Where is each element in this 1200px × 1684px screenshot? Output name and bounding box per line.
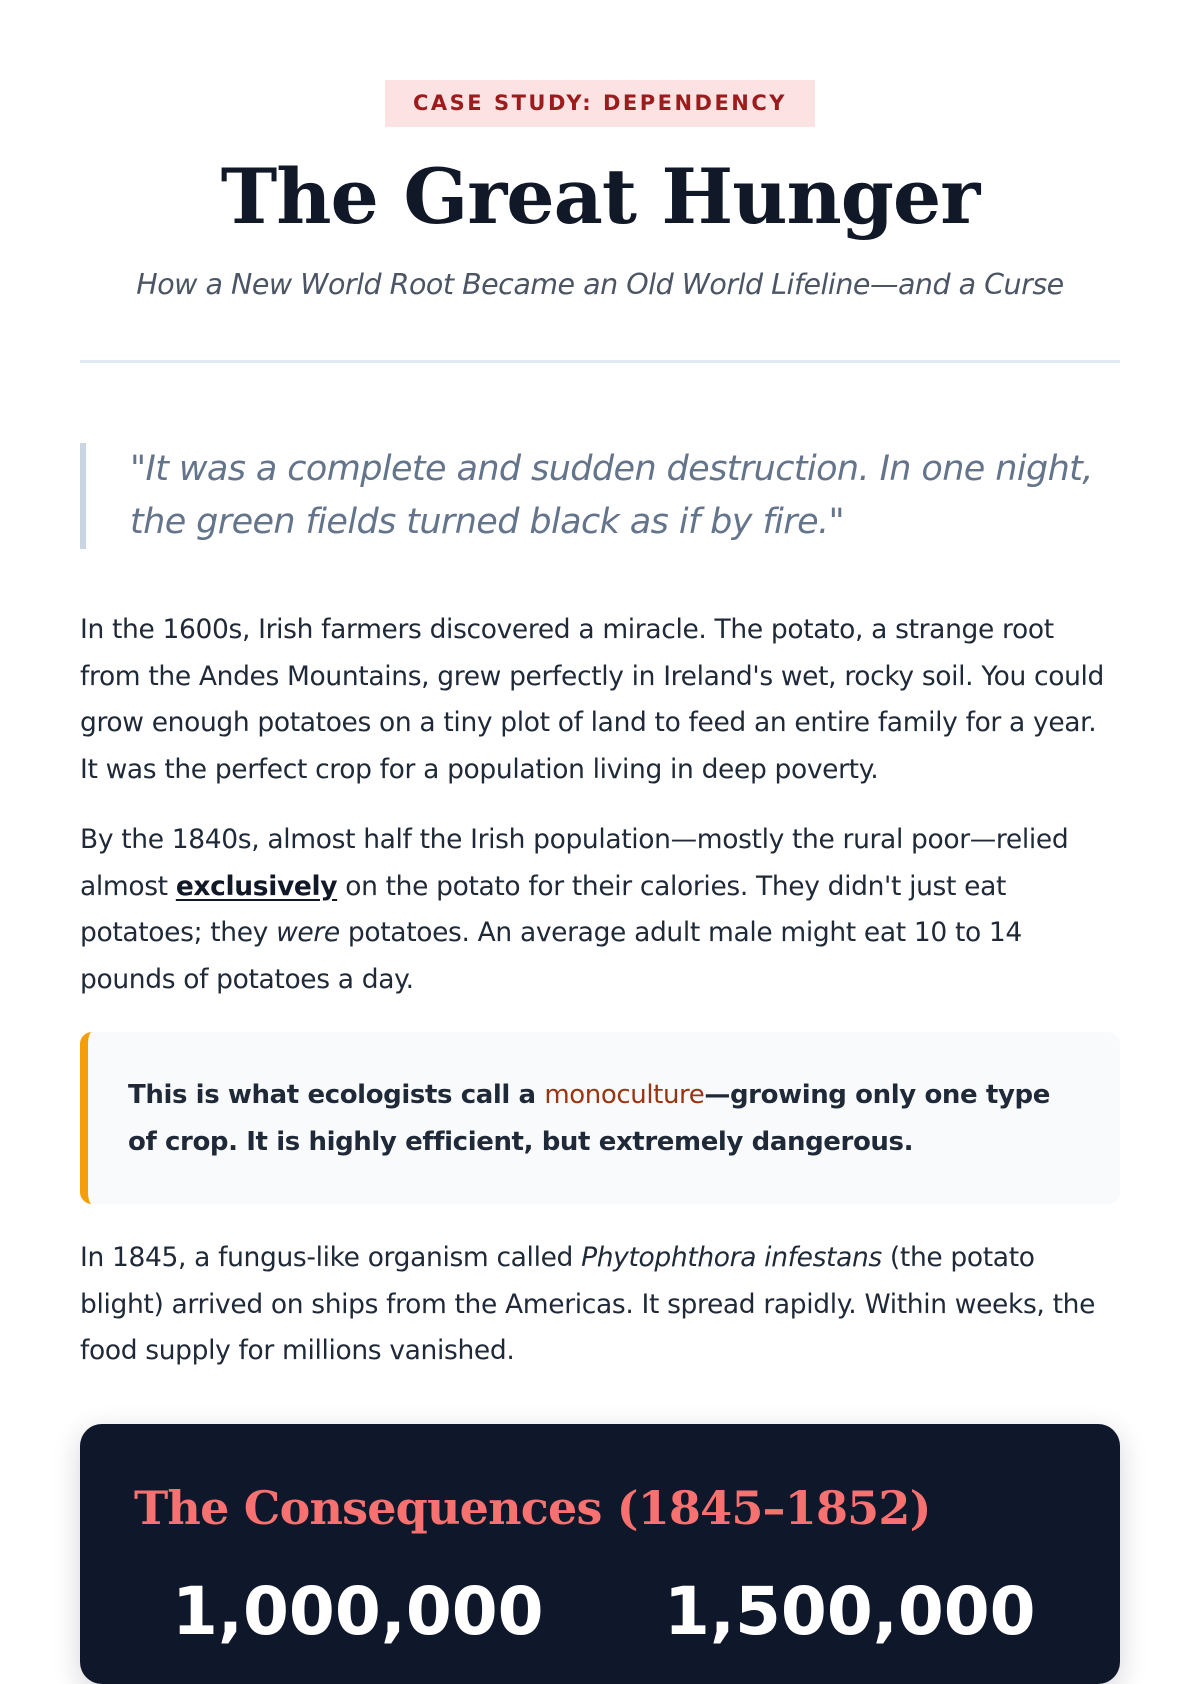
consequences-card — [80, 1424, 1120, 1684]
stat-value: 1,000,000 — [172, 1573, 544, 1650]
article-header — [80, 0, 1120, 363]
article — [80, 0, 1120, 1650]
species-name: Phytophthora infestans — [581, 1242, 882, 1273]
monoculture-callout — [80, 1032, 1120, 1204]
callout-text: —growing only one type of crop. It is highly efficient, but extremely dangerous. — [128, 1080, 1050, 1157]
stat-value: 1,500,000 — [664, 1573, 1036, 1650]
paragraph-intro: In the 1600s, Irish farmers discovered a miracle. The potato, a strange root from the Andes Mountains, grew perfectly in Ireland's wet, rocky soil. You could grow enough potatoes on a tiny plot of land to feed an entire family for a year. It was the perfect crop for a population living in deep poverty. — [80, 614, 1105, 785]
paragraph-text: In 1845, a fungus-like organism called — [80, 1242, 582, 1273]
emphasis-exclusively: exclusively — [175, 870, 338, 902]
paragraph-blight — [80, 1235, 1120, 1375]
paragraph-dependency — [80, 817, 1120, 1003]
page-title: The Great Hunger — [220, 152, 980, 241]
emphasis-were: were — [276, 917, 340, 948]
paragraph-text: potatoes. An average adult male might eat 10 to 14 pounds of potatoes a day. — [80, 917, 1022, 995]
paragraph-text: on the potato for their calories. They didn't just eat potatoes; they — [80, 870, 1007, 948]
tag-wrapper — [80, 0, 1120, 128]
pull-quote: "It was a complete and sudden destruction. In one night, the green fields turned black as if by fire." — [80, 443, 1120, 549]
paragraph-text: By the 1840s, almost half the Irish population—mostly the rural poor—relied almost — [80, 824, 1069, 902]
term-monoculture: monoculture — [544, 1080, 705, 1110]
callout-text: This is what ecologists call a — [128, 1080, 545, 1110]
category-tag: CASE STUDY: DEPENDENCY — [385, 80, 815, 127]
paragraph-text: (the potato blight) arrived on ships from the Americas. It spread rapidly. Within weeks, the food supply for millions vanished. — [80, 1242, 1096, 1366]
consequences-title: The Consequences (1845–1852) — [134, 1481, 931, 1535]
header-divider — [80, 360, 1120, 363]
page-subtitle: How a New World Root Became an Old World Lifeline—and a Curse — [136, 268, 1064, 301]
